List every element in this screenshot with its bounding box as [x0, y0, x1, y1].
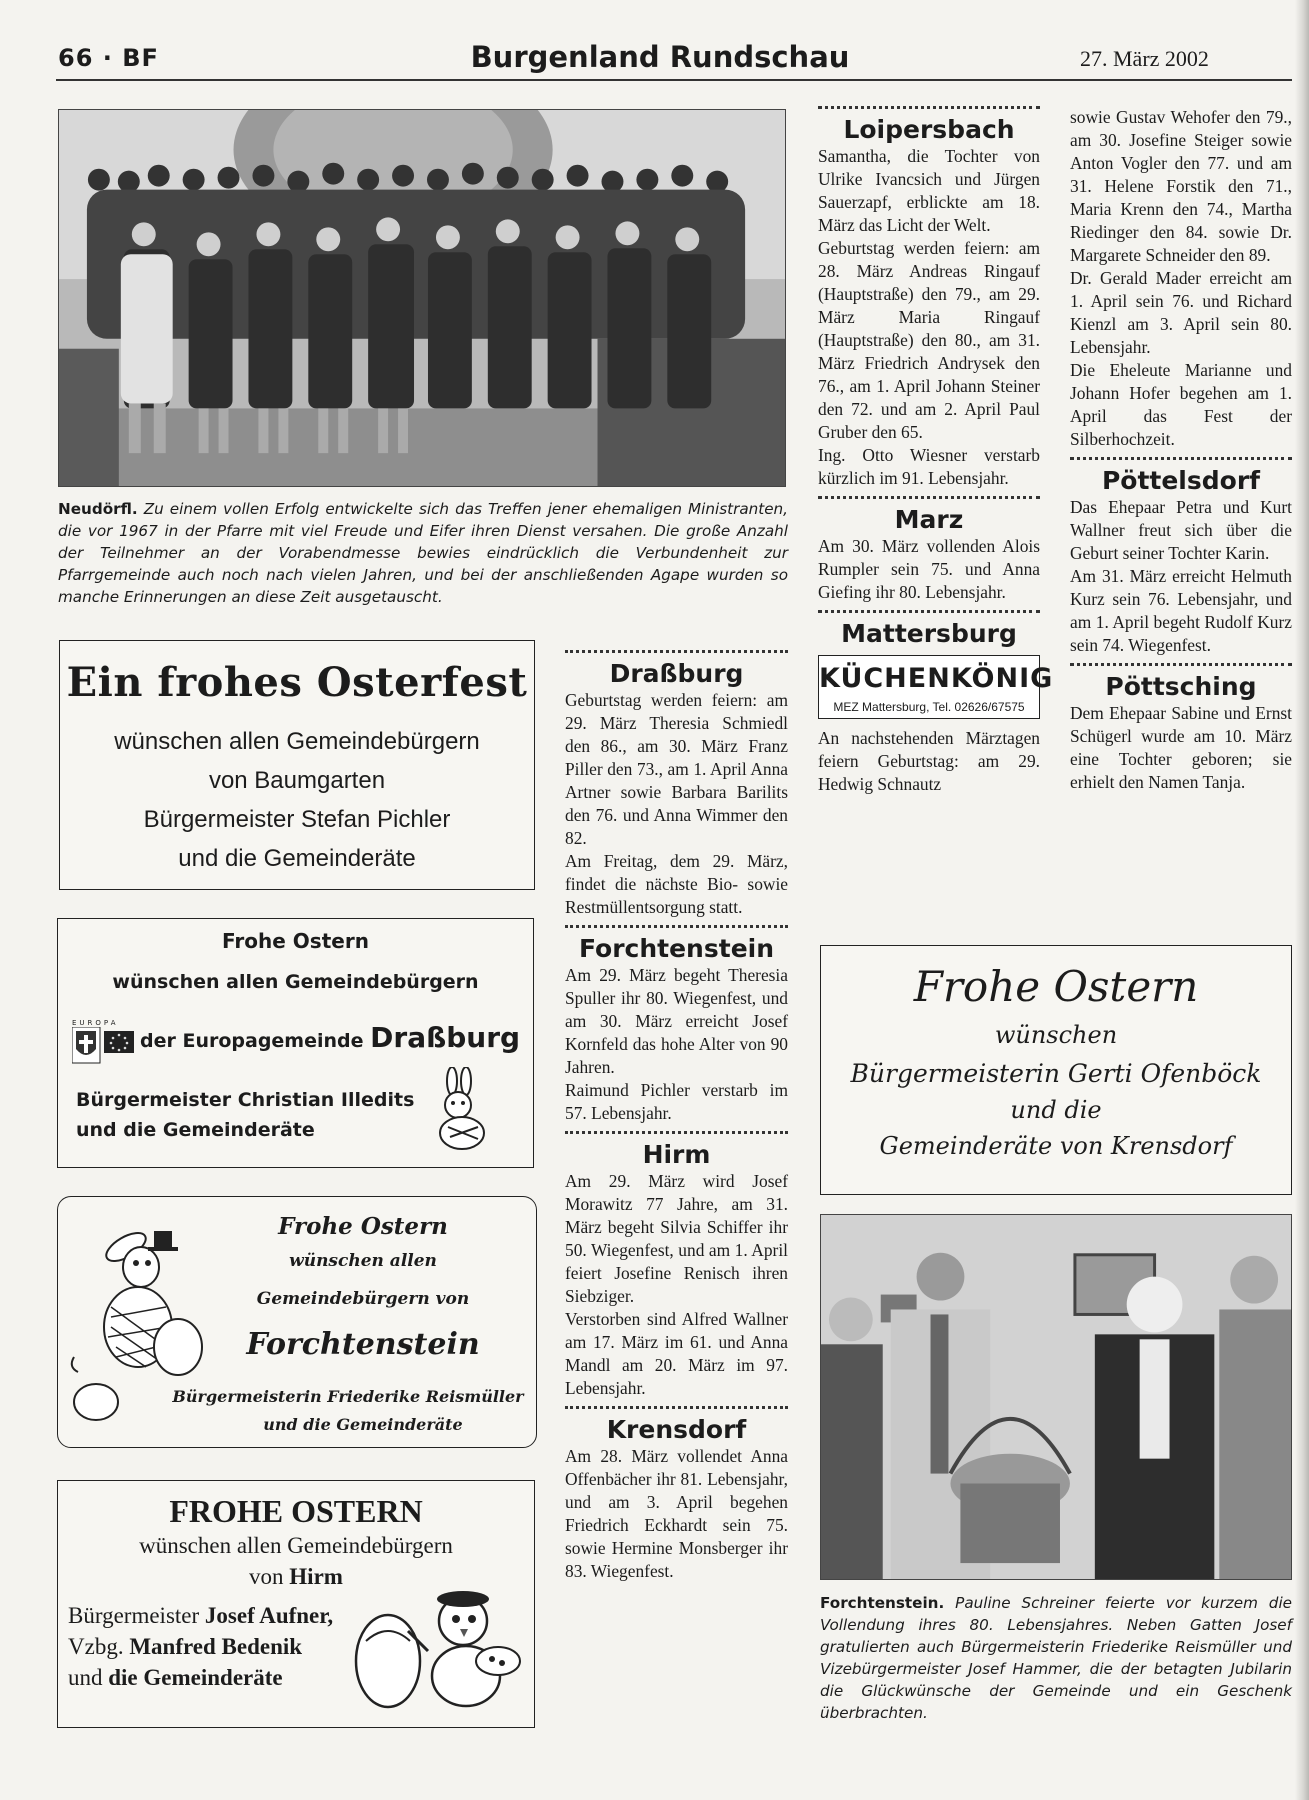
header-rule — [56, 79, 1292, 81]
ad-drassburg-line2: wünschen allen Gemeindebürgern — [112, 971, 479, 993]
section-poettsching-title: Pöttsching — [1105, 672, 1257, 701]
ad-drassburg-line4: Bürgermeister Christian Illedits — [76, 1089, 415, 1111]
ad-hirm-town: Hirm — [289, 1564, 343, 1589]
section-forchtenstein-title: Forchtenstein — [578, 934, 775, 963]
divider — [565, 650, 788, 653]
ad-hirm-line1: FROHE OSTERN — [169, 1493, 423, 1529]
section-krensdorf-p1: Am 28. März vollendet Anna Offenbächer ihr 81. Lebensjahr, und am 3. April begehen Friedrich Eckhardt sein 75. sowie Hermine Monsberger ihr 83. Wiegenfest. — [565, 1446, 788, 1581]
ad-krensdorf-line2: wünschen — [994, 1021, 1118, 1049]
chick-painting-egg-icon — [348, 1581, 528, 1721]
section-loipersbach-p1: Samantha, die Tochter von Ulrike Ivancsich und Jürgen Sauerzapf, erblickte am 18. März das Licht der Welt. — [818, 146, 1040, 235]
column-third — [818, 106, 1054, 796]
divider — [818, 106, 1040, 109]
issue-date: 27. März 2002 — [1080, 46, 1209, 71]
ad-hirm — [57, 1480, 535, 1728]
forchtenstein-birthday-photo — [820, 1214, 1292, 1580]
ad-krensdorf-line3: Bürgermeisterin Gerti Ofenböck — [850, 1059, 1262, 1088]
ad-hirm-vice-mayor: Manfred Bedenik — [129, 1634, 303, 1659]
ad-kuechenkoenig-name: KÜCHENKÖNIG — [819, 663, 1054, 694]
photo1-caption-text: Zu einem vollen Erfolg entwickelte sich das Treffen jener ehemaligen Ministranten, die vor 1967 in der Pfarre mit viel Freude und Eifer ihren Dienst versahen. Die große Anzahl der Teilnehmer an der Vorabendmesse bewies eindrücklich die Verbundenheit zur Pfarrgemeinde auch noch nach vielen Jahren, und bei der anschließenden Agape wurden so manche Erinnerungen an diese Zeit ausgetauscht. — [58, 500, 789, 606]
ad-baumgarten — [59, 640, 535, 890]
photo1-caption-place: Neudörfl. — [58, 500, 138, 518]
ad-drassburg-town: Draßburg — [370, 1021, 521, 1054]
ad-krensdorf-line4: und die — [1010, 1096, 1102, 1124]
ad-drassburg-line3 — [140, 1021, 520, 1054]
ad-hirm-line3-prefix: von — [249, 1564, 290, 1589]
mattersburg-cont-p1: sowie Gustav Wehofer den 79., am 30. Josefine Steiger sowie Anton Vogler den 77. und am 31. Helene Forstik den 71., Maria Krenn den 74., Martha Riedinger den 84. sowie Dr. Margarete Schneider den 89. — [1070, 107, 1292, 265]
europa-flag-icon — [72, 1019, 132, 1072]
ad-hirm-line6-prefix: und — [68, 1665, 109, 1690]
photo2-caption-place: Forchtenstein. — [820, 1594, 945, 1612]
ad-baumgarten-line2: von Baumgarten — [208, 767, 386, 794]
ad-hirm-mayor: Josef Aufner, — [204, 1603, 334, 1628]
ad-hirm-council: die Gemeinderäte — [108, 1665, 283, 1690]
divider — [818, 610, 1040, 613]
ad-kuechenkoenig-sub: MEZ Mattersburg, Tel. 02626/67575 — [833, 700, 1025, 714]
ad-forchtenstein-line4: Forchtenstein — [246, 1327, 480, 1362]
section-poettelsdorf-p1: Das Ehepaar Petra und Kurt Wallner freut sich über die Geburt seiner Tochter Karin. — [1070, 497, 1292, 563]
section-loipersbach-p2: Geburtstag werden feiern: am 28. März Andreas Ringauf (Hauptstraße) den 79., am 29. März Maria Ringauf (Hauptstraße) den 80., am 31. März Friedrich Andrysek den 76., am 1. April Johann Steiner den 72. und am 2. April Paul Gruber den 65. — [818, 238, 1040, 442]
divider — [565, 1131, 788, 1134]
ad-drassburg-line1: Frohe Ostern — [222, 929, 369, 953]
mattersburg-cont-p3: Die Eheleute Marianne und Johann Hofer begehen am 1. April das Fest der Silberhochzeit. — [1070, 360, 1292, 449]
section-hirm-title: Hirm — [642, 1140, 711, 1169]
ad-hirm-line4-prefix: Bürgermeister — [68, 1603, 205, 1628]
ad-krensdorf-line5: Gemeinderäte von Krensdorf — [879, 1132, 1233, 1160]
easter-bunny-icon — [428, 1067, 498, 1157]
newspaper-title: Burgenland Rundschau — [470, 40, 850, 74]
section-poettsching-p1: Dem Ehepaar Sabine und Ernst Schügerl wurde am 10. März eine Tochter geboren; sie erhielt den Namen Tanja. — [1070, 703, 1292, 792]
section-mattersburg-p1: An nachstehenden Märztagen feiern Geburtstag: am 29. Hedwig Schnautz — [818, 728, 1040, 794]
ad-krensdorf — [820, 945, 1292, 1195]
divider — [1070, 663, 1292, 666]
page-number: 66 · BF — [58, 44, 159, 72]
column-fourth — [1070, 106, 1292, 794]
ad-drassburg — [57, 918, 534, 1168]
column-middle — [565, 644, 788, 1583]
divider — [1070, 457, 1292, 460]
section-forchtenstein-p1: Am 29. März begeht Theresia Spuller ihr 80. Wiegenfest, und am 30. März erreicht Josef Kornfeld das hohe Alter von 90 Jahren. — [565, 965, 788, 1077]
section-poettelsdorf-p2: Am 31. März erreicht Helmuth Kurz sein 76. Lebensjahr, und am 1. April begeht Rudolf Kurz sein 74. Wiegenfest. — [1070, 566, 1292, 655]
photo2-caption — [820, 1592, 1292, 1724]
divider — [565, 1406, 788, 1409]
section-drassburg-p2: Am Freitag, dem 29. März, findet die nächste Bio- sowie Restmüllentsorgung statt. — [565, 851, 788, 917]
ad-forchtenstein-line5: Bürgermeisterin Friederike Reismüller — [172, 1387, 524, 1406]
section-hirm-p1: Am 29. März wird Josef Morawitz 77 Jahre, am 31. März begeht Silvia Schiffer ihr 50. Wiegenfest, und am 1. April feiert Josefine Renisch ihren Siebziger. — [565, 1171, 788, 1306]
section-poettelsdorf-title: Pöttelsdorf — [1101, 466, 1261, 495]
ad-forchtenstein-line6: und die Gemeinderäte — [263, 1415, 463, 1434]
divider — [565, 925, 788, 928]
ad-baumgarten-line1: wünschen allen Gemeindebürgern — [114, 728, 480, 755]
ad-forchtenstein-line1: Frohe Ostern — [278, 1213, 448, 1240]
section-marz-p1: Am 30. März vollenden Alois Rumpler sein 75. und Anna Giefing ihr 80. Lebensjahr. — [818, 536, 1040, 602]
section-krensdorf-title: Krensdorf — [606, 1415, 747, 1444]
section-forchtenstein-p2: Raimund Pichler verstarb im 57. Lebensjahr. — [565, 1080, 788, 1123]
section-mattersburg-title: Mattersburg — [841, 619, 1017, 648]
section-drassburg-p1: Geburtstag werden feiern: am 29. März Theresia Schmiedl den 86., am 30. März Franz Piller den 73., am 1. April Anna Artner sowie Barbara Barilits den 76. und Anna Wimmer den 82. — [565, 690, 788, 848]
ministranten-group-photo — [58, 109, 786, 487]
section-loipersbach-p3: Ing. Otto Wiesner verstarb kürzlich im 91. Lebensjahr. — [818, 445, 1040, 488]
section-hirm-p2: Verstorben sind Alfred Wallner am 17. März im 61. und Anna Mandl am 20. März im 97. Lebensjahr. — [565, 1309, 788, 1398]
page-edge-shadow — [1295, 0, 1309, 1800]
photo1-caption — [58, 498, 788, 608]
ad-krensdorf-line1: Frohe Ostern — [913, 962, 1199, 1011]
ad-drassburg-line3-prefix: der Europagemeinde — [140, 1030, 371, 1052]
mattersburg-cont-p2: Dr. Gerald Mader erreicht am 1. April sein 76. und Richard Kienzl am 3. April sein 80. Lebensjahr. — [1070, 268, 1292, 357]
section-marz-title: Marz — [894, 505, 964, 534]
ad-forchtenstein-line2: wünschen allen — [289, 1251, 437, 1271]
ad-forchtenstein-line3: Gemeindebürgern von — [256, 1289, 470, 1309]
ad-kuechenkoenig — [818, 655, 1054, 719]
ad-baumgarten-line3: Bürgermeister Stefan Pichler — [143, 806, 451, 833]
ad-hirm-line5-prefix: Vzbg. — [68, 1634, 130, 1659]
ad-baumgarten-line4: und die Gemeinderäte — [178, 845, 416, 872]
ad-baumgarten-title: Ein frohes Osterfest — [66, 659, 528, 706]
europa-flag-label: EUROPA — [72, 1019, 119, 1027]
ad-drassburg-line5: und die Gemeinderäte — [76, 1119, 315, 1141]
ad-forchtenstein — [57, 1196, 537, 1448]
section-drassburg-title: Draßburg — [609, 659, 744, 688]
section-loipersbach-title: Loipersbach — [843, 115, 1015, 144]
divider — [818, 496, 1040, 499]
photo2-caption-text: Pauline Schreiner feierte vor kurzem die Vollendung ihres 80. Lebensjahres. Neben Gatten Josef gratulierten auch Bürgermeisterin Friederike Reismüller und Vizebürgermeister Josef Hammer, die der betagten Jubilarin die Glückwünsche der Gemeinde und ein Geschenk überbrachten. — [820, 1594, 1293, 1722]
ad-hirm-line2: wünschen allen Gemeindebürgern — [139, 1533, 453, 1558]
